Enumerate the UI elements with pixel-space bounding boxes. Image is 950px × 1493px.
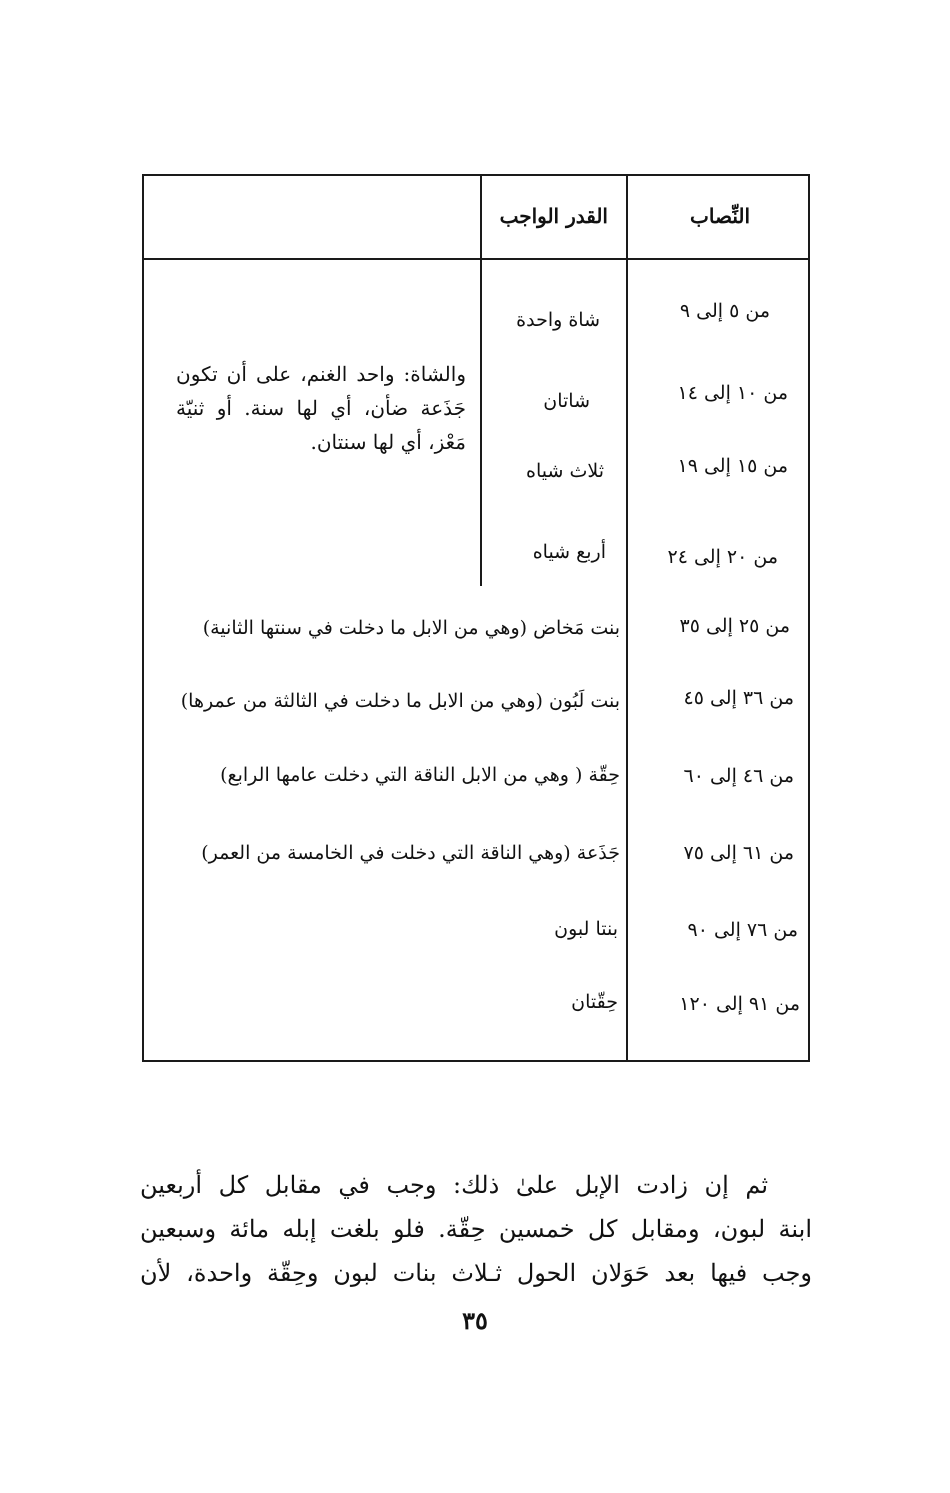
nisab-cell: من ٧٦ إلى ٩٠ xyxy=(687,919,798,941)
amount-cell: جَذَعة (وهي الناقة التي دخلت في الخامسة من العمر) xyxy=(201,842,620,864)
note-line: والشاة: واحد الغنم، على أن تكون xyxy=(176,362,466,386)
nisab-cell: من ٥ إلى ٩ xyxy=(679,300,770,322)
nisab-cell: من ٣٦ إلى ٤٥ xyxy=(683,687,794,709)
body-paragraph xyxy=(140,1163,812,1295)
amount-cell: بنت مَخاض (وهي من الابل ما دخلت في سنتها الثانية) xyxy=(202,617,620,639)
header-amount: القدر الواجب xyxy=(499,204,608,228)
nisab-cell: من ٢٥ إلى ٣٥ xyxy=(679,615,790,637)
amount-cell: أربع شياه xyxy=(532,541,606,563)
table-column-divider-1 xyxy=(626,174,628,1062)
amount-cell: حِقّة ( وهي من الابل الناقة التي دخلت عامها الرابع) xyxy=(220,764,620,786)
nisab-cell: من ٦١ إلى ٧٥ xyxy=(683,842,794,864)
nisab-cell: من ٤٦ إلى ٦٠ xyxy=(683,765,794,787)
nisab-cell: من ١٥ إلى ١٩ xyxy=(677,455,788,477)
nisab-cell: من ٢٠ إلى ٢٤ xyxy=(667,546,778,568)
amount-cell: بنتا لبون xyxy=(554,918,618,940)
paragraph-line: وجب فيها بعد حَوَلان الحول ثـلاث بنات لبون وحِقّة واحدة، لأن xyxy=(140,1259,812,1287)
amount-cell: حِقّتان xyxy=(571,991,618,1013)
nisab-cell: من ١٠ إلى ١٤ xyxy=(677,382,788,404)
paragraph-line: ابنة لبون، ومقابل كل خمسين حِقّة. فلو بلغت إبله مائة وسبعين xyxy=(140,1215,812,1243)
amount-cell: ثلاث شياه xyxy=(526,460,604,482)
table-note xyxy=(176,357,466,459)
amount-cell: شاة واحدة xyxy=(516,309,600,331)
table-header-rule xyxy=(142,258,810,260)
note-line: مَعْز، أي لها سنتان. xyxy=(310,430,466,454)
paragraph-line: ثم إن زادت الإبل علىٰ ذلك: وجب في مقابل كل أربعين xyxy=(140,1171,768,1199)
amount-cell: بنت لَبُون (وهي من الابل ما دخلت في الثالثة من عمرها) xyxy=(180,690,620,712)
amount-cell: شاتان xyxy=(543,390,590,412)
header-nisab: النِّصاب xyxy=(690,204,750,228)
table-column-divider-2 xyxy=(480,174,482,586)
note-line: جَذَعة ضأن، أي لها سنة. أو ثنيّة xyxy=(176,396,466,420)
page-number: ٣٥ xyxy=(462,1306,488,1335)
nisab-cell: من ٩١ إلى ١٢٠ xyxy=(679,993,800,1015)
